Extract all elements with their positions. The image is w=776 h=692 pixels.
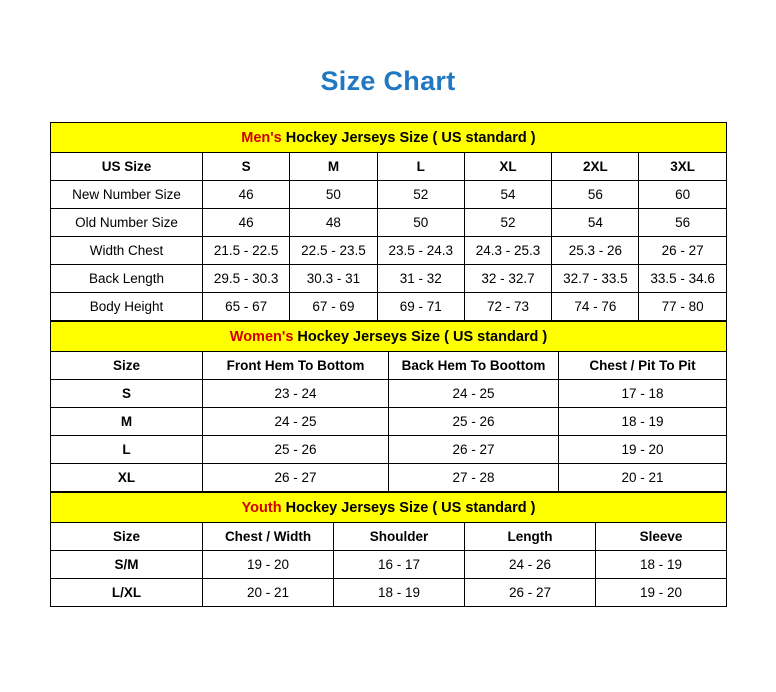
womens-cell: 19 - 20 [559, 436, 727, 464]
womens-header-cell: Back Hem To Boottom [389, 352, 559, 380]
table-row [51, 551, 727, 579]
mens-cell: 54 [552, 209, 639, 237]
youth-header-cell: Size [51, 523, 203, 551]
youth-header-cell: Shoulder [334, 523, 465, 551]
mens-cell: 46 [203, 181, 290, 209]
womens-banner-rest: Hockey Jerseys Size ( US standard ) [293, 328, 548, 345]
womens-header-cell: Size [51, 352, 203, 380]
youth-header-cell: Length [465, 523, 596, 551]
mens-row-label: Width Chest [51, 237, 203, 265]
mens-cell: 52 [377, 181, 464, 209]
table-header-row [51, 153, 727, 181]
womens-row-label: M [51, 408, 203, 436]
table-row [51, 464, 727, 492]
womens-cell: 23 - 24 [203, 380, 389, 408]
table-row [51, 293, 727, 321]
mens-header-cell: L [377, 153, 464, 181]
mens-cell: 50 [377, 209, 464, 237]
mens-cell: 50 [290, 181, 377, 209]
mens-row-label: New Number Size [51, 181, 203, 209]
table-header-row [51, 352, 727, 380]
mens-cell: 54 [464, 181, 551, 209]
mens-banner-accent: Men's [241, 129, 282, 146]
mens-header-cell: S [203, 153, 290, 181]
table-banner-row [51, 123, 727, 153]
mens-header-cell: US Size [51, 153, 203, 181]
mens-cell: 32 - 32.7 [464, 265, 551, 293]
mens-cell: 25.3 - 26 [552, 237, 639, 265]
mens-header-cell: 3XL [639, 153, 726, 181]
mens-row-label: Old Number Size [51, 209, 203, 237]
table-row [51, 181, 727, 209]
youth-cell: 19 - 20 [596, 579, 727, 607]
youth-cell: 18 - 19 [334, 579, 465, 607]
table-row [51, 579, 727, 607]
womens-banner-accent: Women's [229, 328, 294, 345]
mens-cell: 21.5 - 22.5 [203, 237, 290, 265]
table-banner-row [51, 322, 727, 352]
womens-row-label: L [51, 436, 203, 464]
womens-banner [51, 322, 727, 352]
youth-banner [51, 493, 727, 523]
mens-row-label: Back Length [51, 265, 203, 293]
table-row [51, 237, 727, 265]
womens-cell: 26 - 27 [203, 464, 389, 492]
youth-banner-accent: Youth [241, 499, 282, 516]
table-row [51, 265, 727, 293]
mens-cell: 60 [639, 181, 726, 209]
mens-banner [51, 123, 727, 153]
mens-banner-rest: Hockey Jerseys Size ( US standard ) [281, 129, 536, 146]
mens-size-table [50, 122, 727, 321]
mens-cell: 74 - 76 [552, 293, 639, 321]
mens-header-cell: 2XL [552, 153, 639, 181]
youth-cell: 26 - 27 [465, 579, 596, 607]
youth-header-cell: Sleeve [596, 523, 727, 551]
mens-cell: 32.7 - 33.5 [552, 265, 639, 293]
mens-header-cell: M [290, 153, 377, 181]
table-row [51, 380, 727, 408]
mens-cell: 22.5 - 23.5 [290, 237, 377, 265]
table-row [51, 408, 727, 436]
womens-cell: 17 - 18 [559, 380, 727, 408]
womens-size-table [50, 321, 727, 492]
womens-cell: 24 - 25 [389, 380, 559, 408]
womens-cell: 25 - 26 [203, 436, 389, 464]
womens-cell: 24 - 25 [203, 408, 389, 436]
mens-cell: 69 - 71 [377, 293, 464, 321]
table-row [51, 436, 727, 464]
mens-cell: 23.5 - 24.3 [377, 237, 464, 265]
womens-cell: 20 - 21 [559, 464, 727, 492]
page-title: Size Chart [320, 66, 456, 96]
mens-cell: 29.5 - 30.3 [203, 265, 290, 293]
mens-cell: 33.5 - 34.6 [639, 265, 726, 293]
womens-header-cell: Chest / Pit To Pit [559, 352, 727, 380]
mens-cell: 67 - 69 [290, 293, 377, 321]
mens-cell: 65 - 67 [203, 293, 290, 321]
youth-cell: 18 - 19 [596, 551, 727, 579]
mens-header-cell: XL [464, 153, 551, 181]
size-tables-container [50, 97, 726, 607]
youth-header-cell: Chest / Width [203, 523, 334, 551]
womens-header-cell: Front Hem To Bottom [203, 352, 389, 380]
youth-size-table [50, 492, 727, 607]
table-header-row [51, 523, 727, 551]
womens-cell: 26 - 27 [389, 436, 559, 464]
womens-cell: 27 - 28 [389, 464, 559, 492]
mens-cell: 31 - 32 [377, 265, 464, 293]
mens-cell: 30.3 - 31 [290, 265, 377, 293]
mens-cell: 56 [552, 181, 639, 209]
youth-row-label: L/XL [51, 579, 203, 607]
mens-cell: 46 [203, 209, 290, 237]
table-banner-row [51, 493, 727, 523]
youth-cell: 16 - 17 [334, 551, 465, 579]
mens-cell: 26 - 27 [639, 237, 726, 265]
table-row [51, 209, 727, 237]
mens-cell: 72 - 73 [464, 293, 551, 321]
youth-cell: 20 - 21 [203, 579, 334, 607]
mens-cell: 56 [639, 209, 726, 237]
womens-cell: 25 - 26 [389, 408, 559, 436]
womens-row-label: S [51, 380, 203, 408]
womens-row-label: XL [51, 464, 203, 492]
mens-cell: 52 [464, 209, 551, 237]
youth-banner-rest: Hockey Jerseys Size ( US standard ) [281, 499, 536, 516]
womens-cell: 18 - 19 [559, 408, 727, 436]
youth-cell: 19 - 20 [203, 551, 334, 579]
youth-cell: 24 - 26 [465, 551, 596, 579]
mens-cell: 77 - 80 [639, 293, 726, 321]
mens-row-label: Body Height [51, 293, 203, 321]
mens-cell: 24.3 - 25.3 [464, 237, 551, 265]
youth-row-label: S/M [51, 551, 203, 579]
mens-cell: 48 [290, 209, 377, 237]
